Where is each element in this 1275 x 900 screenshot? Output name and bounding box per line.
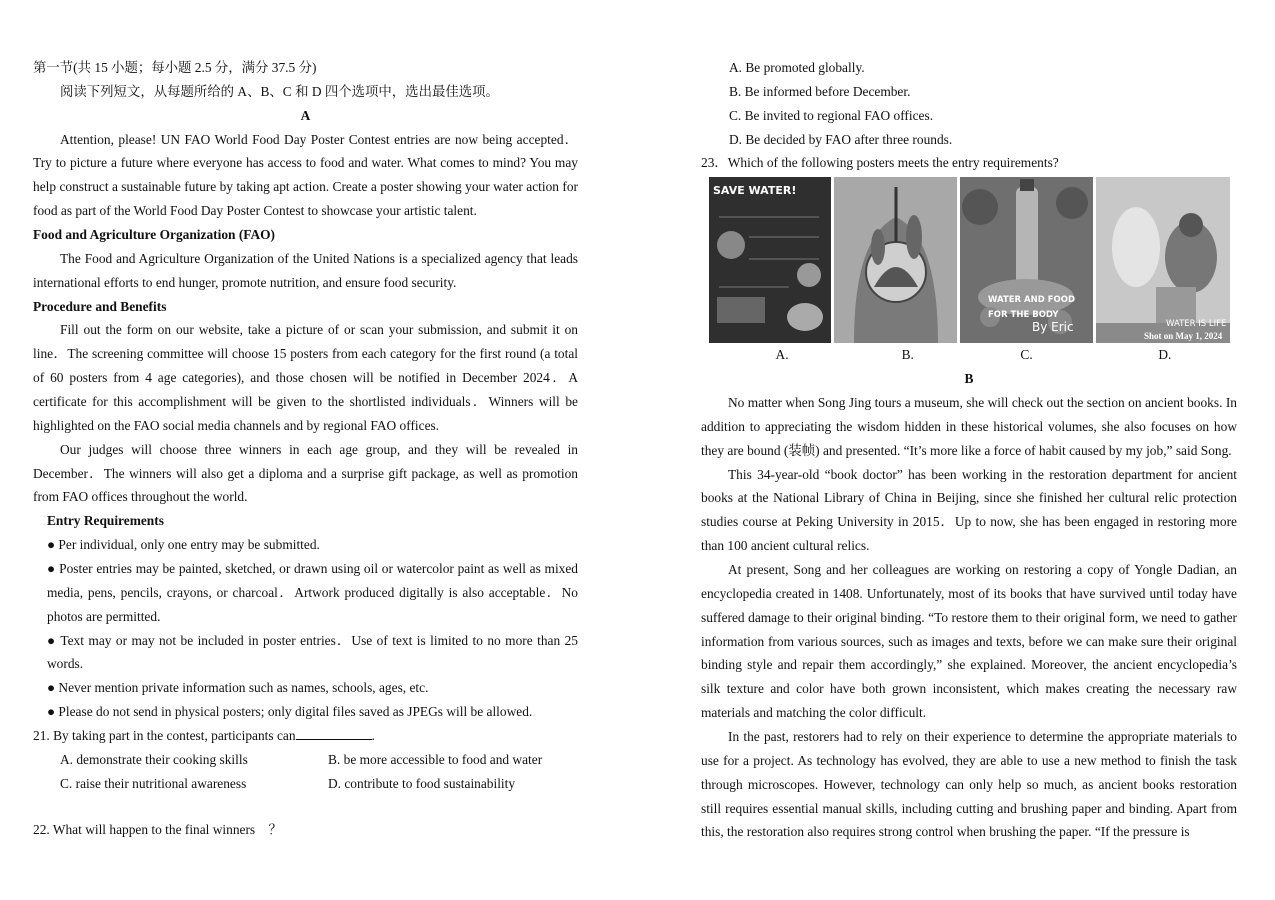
poster-b-artwork xyxy=(834,177,957,343)
poster-a-image xyxy=(709,177,831,343)
q22-option-c: C. Be invited to regional FAO offices. xyxy=(729,107,934,123)
passage-a-paragraph-2: The Food and Agriculture Organization of the United Nations is a specialized agency that leads international efforts to end hunger, promote nutrition, and ensure food security. xyxy=(33,250,578,290)
poster-c-title: WATER AND FOOD FOR THE BODY xyxy=(988,295,1076,321)
question-21-options-row-1 xyxy=(33,748,578,772)
poster-d-image xyxy=(1096,177,1230,343)
requirement-item: ● Please do not send in physical posters; only digital files saved as JPEGs will be allowed. xyxy=(47,704,533,720)
poster-c-image xyxy=(960,177,1093,343)
passage-b-paragraph-1: No matter when Song Jing tours a museum, she will check out the section on ancient books. In addition to appreciating the wisdom hidden in these historical volumes, she also focuses on how they are bound (装帧) and presented. “It’s more like a force of habit caused by my job,” said Song. xyxy=(701,395,1237,458)
question-21-end: . xyxy=(371,728,375,744)
poster-label-a: A. xyxy=(775,347,789,363)
poster-label-d: D. xyxy=(1158,347,1172,363)
requirement-item: ● Text may or may not be included in poster entries．Use of text is limited to no more than 25 words. xyxy=(47,632,578,672)
poster-c-signature: By Eric xyxy=(1032,320,1074,335)
poster-images xyxy=(709,177,1237,343)
instructions: 阅读下列短文，从每题所给的 A、B、C 和 D 四个选项中，选出最佳选项。 xyxy=(60,83,499,99)
question-21-options-row-2 xyxy=(33,772,578,796)
question-23: 23．Which of the following posters meets the entry requirements? xyxy=(701,155,1059,171)
q22-option-d: D. Be decided by FAO after three rounds. xyxy=(729,131,953,147)
answer-blank xyxy=(296,727,372,740)
question-22: 22. What will happen to the final winners ？ xyxy=(33,821,282,837)
requirement-item: ● Per individual, only one entry may be submitted. xyxy=(47,537,320,553)
passage-b-paragraph-3: At present, Song and her colleagues are working on restoring a copy of Yongle Dadian, an encyclopedia created in 1408. Unfortunately, most of its books that have survived until today have suffered damage to their original binding. “To restore them to their original form, we need to gather information from various sources, such as images and texts, before we can make sure their original binding style and repair them accordingly,” she explained. Moreover, the ancient encyclopedia’s silk texture and color have both grown inconsistent, which makes creating the necessary raw materials and matching the color difficult. xyxy=(701,562,1237,721)
option-b: B. be more accessible to food and water xyxy=(328,751,543,767)
passage-a-title: A xyxy=(300,107,311,123)
left-column xyxy=(33,56,578,842)
passage-b-paragraph-4: In the past, restorers had to rely on their experience to determine the appropriate materials to use for a project. As technology has evolved, they are able to use a new method to finish the task through microscopes. However, technology can only help so much, as ancient books restoration still requires essential manual skills, including cutting and brushing paper and binding. Apart from this, the restoration also requires strong control when brushing the paper. “If the pressure is xyxy=(701,729,1237,840)
option-d: D. contribute to food sustainability xyxy=(328,775,516,791)
requirement-item: ● Poster entries may be painted, sketched, or drawn using oil or watercolor paint as well as mixed media, pens, pencils, crayons, or charcoal．Artwork produced digitally is also acceptable．No photos are permitted. xyxy=(47,561,578,624)
q22-option-b: B. Be informed before December. xyxy=(729,83,911,99)
passage-a-paragraph-1: Attention, please! UN FAO World Food Day Poster Contest entries are now being accepted．Try to picture a future where everyone has access to food and water. What comes to mind? You may help construct a sustainable future by taking apt action. Create a poster showing your water action for food as part of the World Food Day Poster Contest to showcase your artistic talent. xyxy=(33,131,578,219)
poster-a-title: SAVE WATER! xyxy=(713,184,797,198)
poster-a-artwork xyxy=(709,177,831,343)
option-c: C. raise their nutritional awareness xyxy=(60,775,247,791)
option-a: A. demonstrate their cooking skills xyxy=(60,751,248,767)
passage-a-paragraph-3: Fill out the form on our website, take a picture of or scan your submission, and submit it on line．The screening committee will choose 15 posters from each category for the first round (a total of 60 posters from 4 age categories), and those chosen will be notified in December 2024．A certificate for this accomplishment will be given to the shortlisted individuals．Winners will be highlighted on the FAO social media channels and by regional FAO offices. xyxy=(33,322,578,433)
poster-b-image xyxy=(834,177,957,343)
heading-procedure: Procedure and Benefits xyxy=(33,298,167,314)
requirement-item: ● Never mention private information such as names, schools, ages, etc. xyxy=(47,680,429,696)
poster-label-b: B. xyxy=(901,347,914,363)
passage-b-title: B xyxy=(964,371,974,387)
poster-labels xyxy=(709,343,1237,367)
heading-entry-requirements: Entry Requirements xyxy=(47,513,164,529)
poster-d-title: WATER IS LIFE xyxy=(1166,319,1227,330)
poster-label-c: C. xyxy=(1020,347,1033,363)
section-header: 第一节(共 15 小题；每小题 2.5 分，满分 37.5 分) xyxy=(33,60,317,75)
passage-b-paragraph-2: This 34-year-old “book doctor” has been working in the restoration department for ancient books at the National Library of China in Beijing, since she finished her cultural relic protection studies course at Peking University in 2015．Up to now, she has been engaged in restoring more than 100 ancient cultural relics. xyxy=(701,466,1237,554)
right-column xyxy=(701,56,1237,844)
question-21 xyxy=(33,724,578,748)
passage-a-paragraph-4: Our judges will choose three winners in each age group, and they will be revealed in December．The winners will also get a diploma and a surprise gift package, as well as promotion from FAO offices throughout the world. xyxy=(33,441,578,505)
question-21-stem: 21. By taking part in the contest, participants can xyxy=(33,728,296,744)
poster-d-caption: Shot on May 1, 2024 xyxy=(1144,331,1223,342)
heading-fao: Food and Agriculture Organization (FAO) xyxy=(33,227,276,243)
q22-option-a: A. Be promoted globally. xyxy=(729,60,865,75)
